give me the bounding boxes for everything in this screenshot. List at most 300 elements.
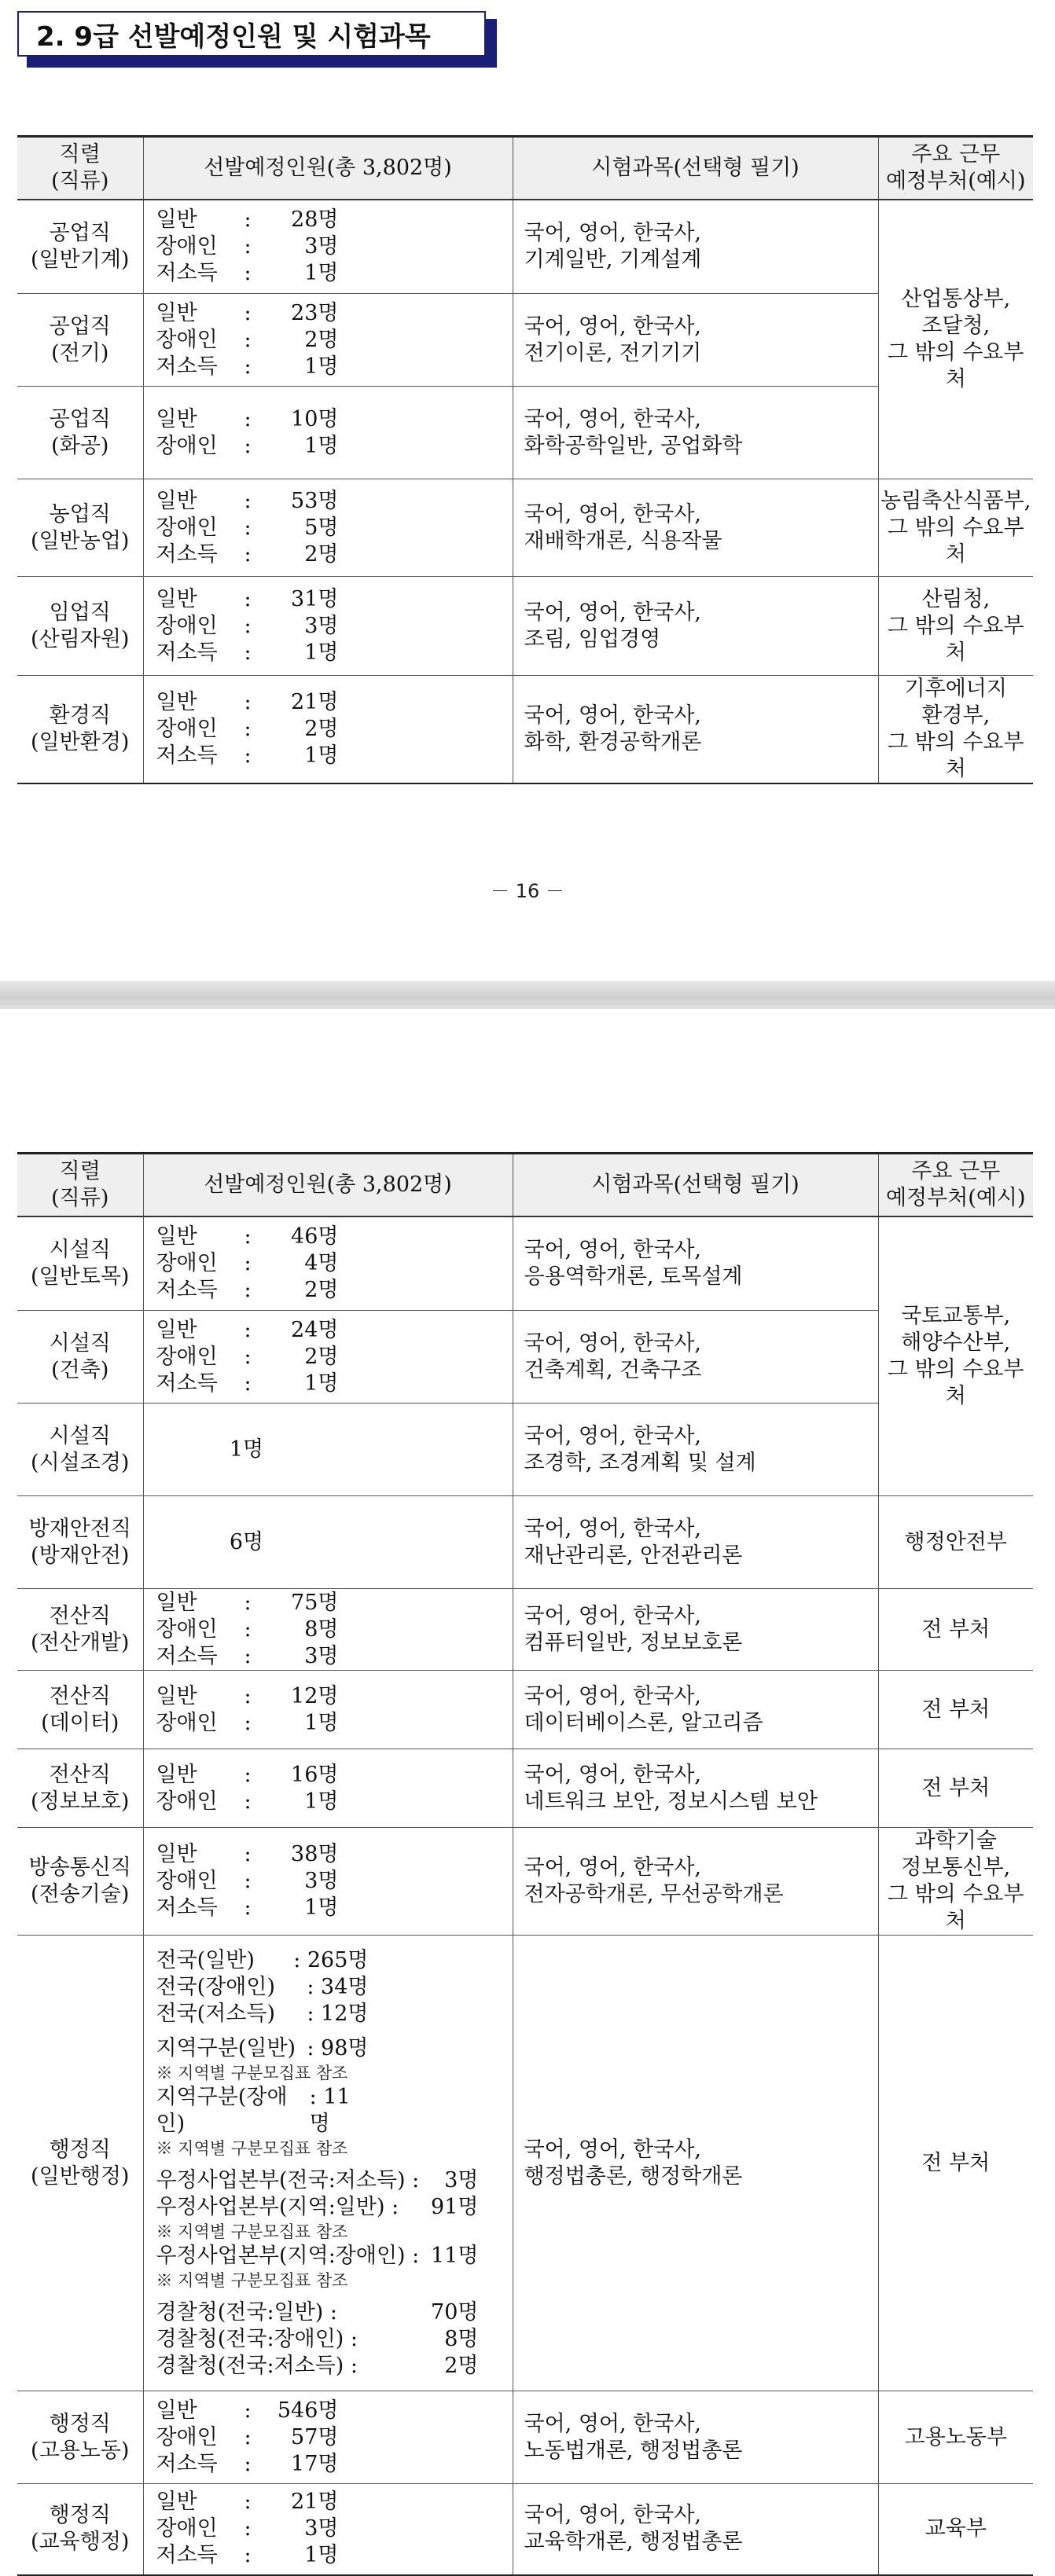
subjects-common: 국어, 영어, 한국사, [524,703,701,728]
quota-separator: : [244,488,252,513]
quota-line [156,1590,513,1616]
subjects-major: 재난관리론, 안전관리론 [524,1543,743,1568]
quota-separator: : [244,515,252,540]
position-name: 임업직 [49,600,111,625]
subjects-cell [513,1216,878,1311]
quota-single-value: 6명 [229,1529,264,1554]
table-row [17,1496,1033,1589]
quota-cell [143,2391,513,2484]
position-cell [17,577,143,676]
position-name: 방송통신직 [28,1855,131,1880]
quota-category: 전국(일반) [156,1947,255,1972]
quota-count: 1명 [304,1789,339,1814]
page-16 [0,0,1055,981]
quota-count: 3명 [304,613,339,638]
department-cell [878,2391,1033,2484]
quota-count: 21명 [291,690,339,714]
quota-category: 저소득 [156,260,218,285]
subjects-common: 국어, 영어, 한국사, [524,406,701,431]
quota-category: 전국(저소득) [156,2001,275,2026]
quota-separator: : [244,1344,252,1369]
quota-category: 일반 [156,586,197,611]
quota-count: 546명 [277,2398,339,2423]
position-name: 환경직 [49,703,111,728]
subjects-major: 교육학개론, 행정법총론 [524,2530,743,2555]
quota-line [156,233,513,260]
quota-line [156,1895,513,1921]
department-line: 그 밖의 수요부처 [887,1356,1024,1408]
quota-count: 2명 [444,2353,479,2378]
quota-separator: : [244,2543,252,2568]
quota-note: ※ 지역별 구분모집표 참조 [156,2270,348,2290]
quota-count: 38명 [291,1842,339,1866]
quota-cell [143,1311,513,1404]
position-subtype: (교육행정) [31,2530,130,2555]
quota-line [156,1974,369,2001]
quota-line [156,515,513,541]
subjects-common: 국어, 영어, 한국사, [524,1603,701,1628]
position-subtype: (고용노동) [31,2438,130,2463]
quota-count: 3명 [444,2167,479,2193]
position-subtype: (전기) [51,340,109,365]
quota-line [156,2035,369,2062]
quota-line [156,1317,513,1344]
quota-line [156,2326,479,2353]
table-header-row [17,137,1033,200]
quota-category: 일반 [156,1683,197,1708]
quota-cell [143,1671,513,1749]
subjects-cell [513,2391,878,2484]
department-line: 국토교통부, [901,1303,1011,1328]
quota-separator: : [244,2424,252,2449]
position-name: 시설직 [49,1423,111,1448]
quota-category: 저소득 [156,1895,218,1920]
subjects-cell [513,1749,878,1828]
quota-separator: : [244,233,252,259]
quota-separator: : [244,2398,252,2423]
quota-separator: : [244,1869,252,1893]
department-line: 조달청, [921,313,991,338]
quota-category: 전국(장애인) [156,1974,275,1999]
page-separator [0,981,1055,1009]
quota-separator: : [244,717,252,741]
quota-count: 91명 [431,2194,479,2219]
quota-separator: : [244,640,252,665]
table-row [17,200,1033,294]
subjects-common: 국어, 영어, 한국사, [524,501,701,527]
quota-separator: : [244,2490,252,2515]
department-line: 전 부처 [921,2150,991,2175]
quota-separator: : [244,613,252,638]
subjects-cell [513,1828,878,1936]
quota-line [156,1762,513,1789]
quota-line [156,327,513,354]
quota-count: 53명 [291,488,339,513]
position-name: 농업직 [49,501,111,527]
subjects-common: 국어, 영어, 한국사, [524,1330,701,1356]
quota-group-gap [156,2027,508,2035]
department-cell [878,676,1033,784]
quota-cell [143,1828,513,1936]
quota-note: ※ 지역별 구분모집표 참조 [156,2222,348,2241]
department-line: 그 밖의 수요부처 [887,1882,1024,1933]
section-title: 2. 9급 선발예정인원 및 시험과목 [17,11,486,57]
header-department: 주요 근무 예정부처(예시) [878,1154,1033,1216]
position-cell [17,1936,143,2391]
subjects-major: 건축계획, 건축구조 [524,1357,702,1382]
quota-count: 8명 [304,1616,339,1642]
quota-count: 21명 [291,2490,339,2515]
header-department: 주요 근무 예정부처(예시) [878,137,1033,200]
quota-category: 경찰청(전국:일반) : [156,2299,337,2325]
quota-line [156,2167,479,2194]
quota-category: 일반 [156,406,197,431]
position-cell [17,294,143,387]
subjects-cell [513,1496,878,1589]
quota-count: 3명 [304,1869,339,1893]
department-cell [878,200,1033,479]
department-cell [878,1589,1033,1671]
quota-separator: : [244,207,252,232]
quota-cell [143,479,513,577]
quota-category: 일반 [156,488,197,513]
quota-line [156,2515,513,2542]
department-line: 과학기술 [914,1829,997,1853]
subjects-cell [513,294,878,387]
subjects-cell [513,200,878,294]
quota-separator: : [244,743,252,768]
quota-line [156,1616,513,1643]
quota-category: 저소득 [156,1371,218,1396]
position-cell [17,1404,143,1496]
position-cell [17,676,143,784]
quota-count: : 98명 [307,2035,369,2060]
quota-separator: : [244,300,252,325]
position-cell [17,479,143,577]
quota-separator: : [244,1250,252,1275]
position-subtype: (정보보호) [31,1789,130,1814]
department-cell [878,577,1033,676]
quota-count: 10명 [291,406,339,431]
subjects-major: 전자공학개론, 무선공학개론 [524,1882,784,1906]
quota-category: 경찰청(전국:저소득) : [156,2353,358,2378]
quota-count: 8명 [444,2326,479,2351]
subjects-common: 국어, 영어, 한국사, [524,600,701,625]
schedule-table-1 [17,135,1033,784]
quota-line [156,2299,479,2326]
quota-line [156,1947,369,1974]
quota-category: 일반 [156,1317,197,1342]
position-subtype: (전송기술) [31,1882,130,1906]
quota-count: 1명 [304,1895,339,1920]
quota-category: 일반 [156,690,197,714]
table-row [17,1828,1033,1936]
quota-group-gap [156,2160,508,2167]
quota-category: 장애인 [156,1710,218,1735]
subjects-cell [513,1671,878,1749]
quota-count: 1명 [304,433,339,458]
quota-line [156,2424,513,2451]
department-line: 해양수산부, [901,1330,1011,1355]
table-row [17,1671,1033,1749]
subjects-major: 전기이론, 전기기기 [524,340,702,365]
quota-line [156,207,513,233]
quota-separator: : [244,1895,252,1920]
quota-count: 1명 [304,640,339,665]
quota-line [156,1710,513,1737]
position-subtype: (산림자원) [31,626,130,651]
quota-cell [143,1216,513,1311]
quota-count: 2명 [304,1344,339,1369]
department-line: 그 밖의 수요부처 [887,339,1024,391]
subjects-major: 조경학, 조경계획 및 설계 [524,1450,756,1475]
position-cell [17,1828,143,1936]
quota-cell [143,294,513,387]
quota-category: 장애인 [156,1616,218,1642]
quota-line [156,433,513,460]
subjects-major: 조림, 임업경영 [524,626,661,651]
position-name: 행정직 [49,2137,111,2162]
quota-category: 장애인 [156,515,218,540]
quota-separator: : [244,1590,252,1615]
quota-count: 5명 [304,515,339,540]
quota-separator: : [244,1789,252,1814]
subjects-cell [513,479,878,577]
quota-line [156,1344,513,1371]
quota-separator: : [244,433,252,458]
subjects-major: 네트워크 보안, 정보시스템 보안 [524,1789,818,1814]
department-cell [878,2484,1033,2575]
department-line: 전 부처 [921,1616,991,1642]
quota-separator: : [244,354,252,379]
position-subtype: (전산개발) [31,1630,130,1655]
quota-line [156,586,513,613]
quota-count: 2명 [304,327,339,352]
position-cell [17,387,143,479]
quota-line [156,2451,513,2478]
position-name: 시설직 [49,1237,111,1262]
quota-count: 46명 [291,1224,339,1249]
quota-count: 1명 [304,1371,339,1396]
table-row [17,2484,1033,2575]
position-name: 방재안전직 [28,1516,131,1541]
position-name: 공업직 [49,314,111,339]
quota-note: ※ 지역별 구분모집표 참조 [156,2063,348,2082]
quota-category: 장애인 [156,2516,218,2541]
position-name: 공업직 [49,220,111,245]
table-row [17,1216,1033,1311]
position-subtype: (일반농업) [31,528,130,553]
position-subtype: (시설조경) [31,1450,130,1475]
quota-line [156,613,513,640]
quota-cell [143,200,513,294]
table-row-general-admin [17,1936,1033,2391]
quota-cell [143,2484,513,2575]
quota-line [156,1643,513,1670]
header-position: 직렬 (직류) [17,137,143,200]
position-name: 공업직 [49,406,111,431]
header-quota: 선발예정인원(총 3,802명) [143,137,513,200]
quota-category: 일반 [156,300,197,325]
quota-separator: : [244,1616,252,1642]
subjects-cell [513,387,878,479]
table-row [17,2391,1033,2484]
quota-count: 2명 [304,1277,339,1302]
quota-count: 11명 [431,2243,479,2268]
quota-category: 장애인 [156,2424,218,2449]
quota-count: : 11명 [309,2084,351,2136]
quota-cell [143,577,513,676]
subjects-major: 컴퓨터일반, 정보보호론 [524,1630,743,1655]
quota-line [156,2001,369,2027]
position-subtype: (일반토목) [31,1264,130,1289]
quota-category: 지역구분(일반) [156,2035,296,2060]
quota-cell [143,1589,513,1671]
position-subtype: (화공) [51,433,109,458]
quota-category: 장애인 [156,1344,218,1369]
quota-count: 57명 [291,2424,339,2449]
quota-separator: : [244,1683,252,1708]
quota-separator: : [244,1224,252,1249]
quota-count: 1명 [304,260,339,285]
quota-count: 1명 [304,1710,339,1735]
quota-separator: : [244,2451,252,2476]
quota-cell [143,676,513,784]
header-subjects: 시험과목(선택형 필기) [513,1154,878,1216]
subjects-major: 데이터베이스론, 알고리즘 [524,1710,763,1735]
department-cell [878,1671,1033,1749]
quota-line [156,1224,513,1250]
subjects-cell [513,2484,878,2575]
table-row [17,479,1033,577]
quota-line [156,1277,513,1304]
subjects-common: 국어, 영어, 한국사, [524,314,701,339]
quota-group-gap [156,2292,508,2299]
schedule-table-2 [17,1152,1033,2576]
quota-category: 장애인 [156,1869,218,1893]
quota-category: 장애인 [156,233,218,259]
quota-count: 3명 [304,233,339,259]
subjects-common: 국어, 영어, 한국사, [524,220,701,245]
quota-line [156,2194,479,2221]
quota-line [156,354,513,380]
quota-count: 12명 [291,1683,339,1708]
quota-category: 일반 [156,1762,197,1787]
department-line: 산업통상부, [901,286,1011,311]
department-line: 기후에너지 [904,677,1007,701]
department-cell [878,1496,1033,1589]
quota-count: 16명 [291,1762,339,1787]
quota-count: 3명 [304,1643,339,1668]
quota-line [156,1250,513,1277]
quota-separator: : [244,1277,252,1302]
quota-count: 4명 [304,1250,339,1275]
quota-count: 1명 [304,743,339,768]
quota-count: 2명 [304,717,339,741]
table-row [17,1589,1033,1671]
position-subtype: (일반행정) [31,2163,130,2189]
department-cell [878,1749,1033,1828]
quota-note: ※ 지역별 구분모집표 참조 [156,2138,348,2158]
quota-count: 1명 [304,2543,339,2568]
table-row [17,676,1033,784]
table-row [17,1749,1033,1828]
quota-separator: : [244,2516,252,2541]
quota-count: 28명 [291,207,339,232]
quota-category: 일반 [156,1224,197,1249]
subjects-major: 화학, 환경공학개론 [524,730,702,754]
subjects-major: 화학공학일반, 공업화학 [524,433,743,458]
subjects-cell [513,1311,878,1404]
quota-cell [143,1496,513,1589]
quota-cell [143,387,513,479]
quota-separator: : [244,406,252,431]
quota-line [156,2542,513,2569]
position-cell [17,1749,143,1828]
subjects-major: 행정법총론, 행정학개론 [524,2163,743,2189]
quota-category: 저소득 [156,640,218,665]
quota-count: 2명 [304,541,339,567]
subjects-cell [513,1589,878,1671]
page-17 [0,1009,1055,2571]
subjects-major: 재배학개론, 식용작물 [524,528,722,553]
position-subtype: (방재안전) [31,1543,130,1568]
page-number: － 16 － [491,880,564,902]
subjects-common: 국어, 영어, 한국사, [524,2503,701,2528]
quota-line [156,488,513,515]
quota-count: 23명 [291,300,339,325]
quota-count: : 12명 [307,2001,369,2026]
department-cell [878,1936,1033,2391]
position-subtype: (일반기계) [31,247,130,272]
quota-category: 일반 [156,1590,197,1615]
quota-line [156,1841,513,1868]
position-name: 전산직 [49,1603,111,1628]
subjects-common: 국어, 영어, 한국사, [524,2411,701,2436]
table-row [17,577,1033,676]
quota-separator: : [244,1762,252,1787]
quota-line [156,1371,513,1397]
department-line: 환경부, [921,703,991,728]
quota-category: 지역구분(장애인) [156,2084,288,2136]
subjects-common: 국어, 영어, 한국사, [524,2137,701,2162]
subjects-major: 노동법개론, 행정법총론 [524,2438,743,2463]
quota-category: 저소득 [156,541,218,567]
position-subtype: (일반환경) [31,730,130,754]
quota-count: 75명 [291,1590,339,1615]
position-cell [17,1671,143,1749]
quota-count: : 34명 [307,1974,369,1999]
quota-category: 일반 [156,2398,197,2423]
quota-category: 장애인 [156,327,218,352]
quota-single-value: 1명 [229,1437,264,1462]
quota-line [156,1868,513,1895]
quota-separator: : [244,690,252,714]
quota-line [156,2243,479,2270]
quota-separator: : [244,586,252,611]
department-line: 전 부처 [921,1775,991,1800]
subjects-common: 국어, 영어, 한국사, [524,1423,701,1448]
quota-line [156,541,513,568]
quota-cell [143,1936,513,2391]
quota-cell [143,1749,513,1828]
quota-line [156,743,513,769]
position-name: 행정직 [49,2503,111,2528]
department-line: 농림축산식품부, [880,488,1031,513]
quota-separator: : [244,541,252,567]
header-position: 직렬 (직류) [17,1154,143,1216]
subjects-common: 국어, 영어, 한국사, [524,1237,701,1262]
